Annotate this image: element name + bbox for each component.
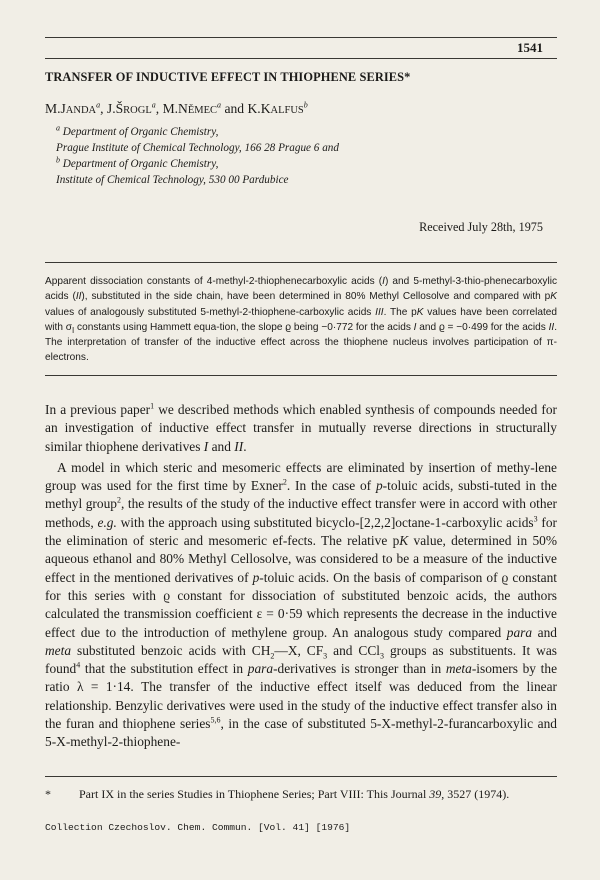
affiliation-b-line1: $^b$ Department of Organic Chemistry, [56, 155, 219, 170]
article-title: TRANSFER OF INDUCTIVE EFFECT IN THIOPHENE SERIES* [45, 70, 411, 84]
top-rule [45, 37, 557, 38]
article-body [45, 401, 557, 752]
journal-footer: Collection Czechoslov. Chem. Commun. [Vol. 41] [1976] [45, 822, 351, 833]
affiliations [56, 124, 339, 188]
affiliation-b-line2: Institute of Chemical Technology, 530 00 Pardubice [56, 174, 289, 186]
abstract: Apparent dissociation constants of 4-methyl-2-thiophenecarboxylic acids (I) and 5-methyl-3-thio-phenecarboxylic acids (II), substituted in the side chain, have been determined in 80% Methyl Cellosolve and compared with pK values of analogously substituted 5-methyl-2-thiophene-carboxylic acids III. The pK values have been correlated with $\sigma_I$ constants using Hammett equa-tion, the slope ϱ being −0·772 for the acids I and ϱ = −0·499 for the acids II. The interpretation of transfer of the inductive effect across the thiophene nucleus involves participation of π-electrons. [45, 276, 558, 364]
paragraph-2: A model in which steric and mesomeric effects are eliminated by insertion of methy-lene group was used for the first time by Exner$^2$. In the case of p-toluic acids, substi-tuted in the methyl group$^2$, the results of the study of the inductive effect transfer were in accord with other methods, e.g. with the approach using substituted bicyclo-[2,2,2]octane-1-carboxylic acids$^3$ for the elimination of steric and mesomeric ef-fects. The relative pK value, determined in 50% aqueous ethanol and 80% Methyl Cellosolve, was considered to be a measure of the inductive effect in the mentioned derivatives of p-toluic acids. On the basis of comparison of ϱ constant for this series with ϱ constant for dissociation of substituted benzoic acids, the authors calculated the transmission coefficient ε = 0·59 which represents the decrease in the inductive effect due to the introduction of methylene group. An analogous study compared para and meta substituted benzoic acids with $CH_2—X$, $CF_3$ and CCl$_3$ groups as substituents. It was found$^4$ that the substitution effect in para-derivatives is stronger than in meta-isomers by the ratio λ = 1·14. The transfer of the inductive effect itself was deduced from the linear relationship. Benzylic derivatives were used in the study of the inductive effect transfer also in the furan and thiophene series$^{5,6}$, in the case of substituted 5-X-methyl-2-furancarboxylic and 5-X-methyl-2-thiophene- [45, 459, 558, 750]
header-rule [45, 58, 557, 59]
footnote-rule [45, 776, 557, 777]
affiliation-a-line2: Prague Institute of Chemical Technology, 166 28 Prague 6 and [56, 142, 339, 154]
affiliation-a-line1: $^a$ Department of Organic Chemistry, [56, 123, 219, 138]
paragraph-1: In a previous paper$^1$ we described methods which enabled synthesis of compounds needed for an investigation of inductive effect transfer in mutually reverse directions in structurally similar thiophene derivatives I and II. [45, 401, 557, 454]
abstract-bottom-rule [45, 375, 557, 376]
page-number: 1541 [517, 40, 543, 55]
author-list: M.JANDA$^a$, J.ŠROGL$^a$, M.NĚMEC$^a$ and K.KALFUS$^b$ [45, 100, 308, 116]
received-date: Received July 28th, 1975 [419, 220, 543, 234]
footnote: * Part IX in the series Studies in Thiophene Series; Part VIII: This Journal 39, 3527 (1974). [45, 787, 510, 801]
abstract-top-rule [45, 262, 557, 263]
